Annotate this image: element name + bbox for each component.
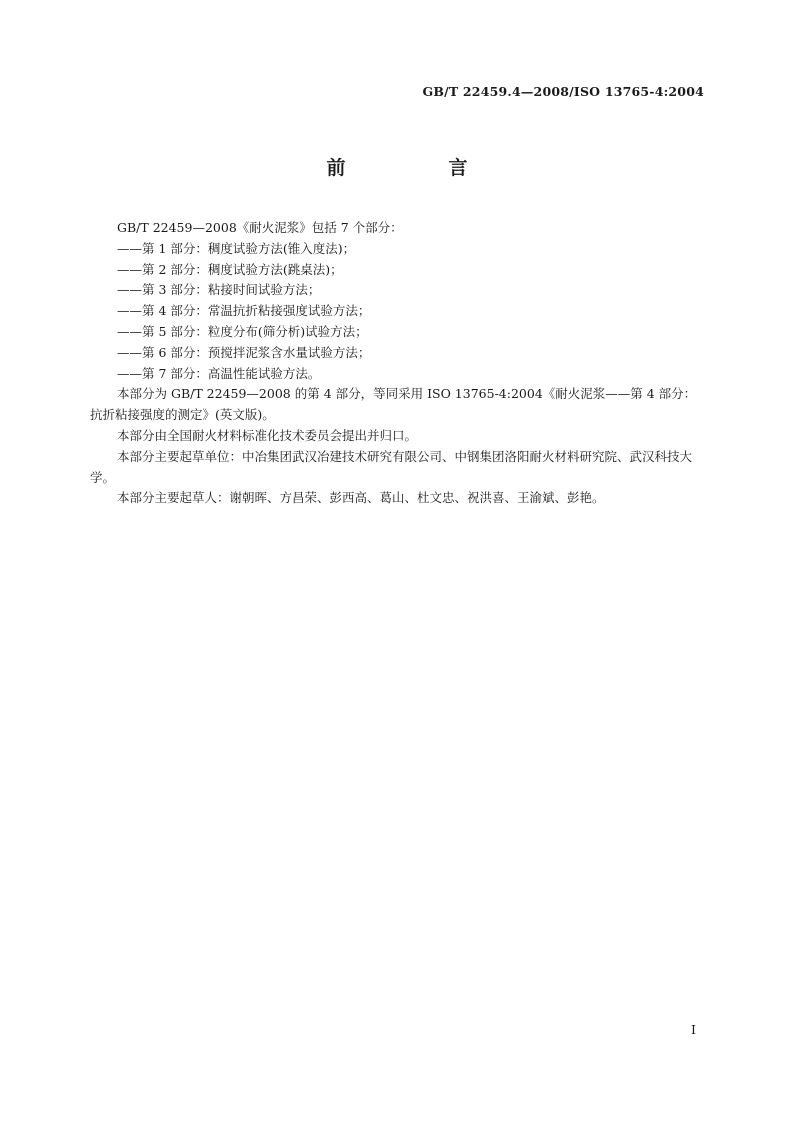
foreword-body — [90, 218, 704, 509]
page-number: I — [691, 1022, 696, 1037]
equivalence-paragraph: 本部分为 GB/T 22459—2008 的第 4 部分，等同采用 ISO 13765-4:2004《耐火泥浆——第 4 部分：抗折粘接强度的测定》(英文版)。 — [90, 386, 697, 423]
part-list-item: ——第 6 部分：预搅拌泥浆含水量试验方法； — [117, 344, 371, 360]
intro-paragraph: GB/T 22459—2008《耐火泥浆》包括 7 个部分： — [117, 220, 403, 235]
proposer-paragraph: 本部分由全国耐火材料标准化技术委员会提出并归口。 — [117, 427, 418, 443]
part-list-item: ——第 4 部分：常温抗折粘接强度试验方法； — [117, 303, 371, 319]
part-list-item: ——第 7 部分：高温性能试验方法。 — [117, 365, 321, 381]
page-title: 前 言 — [326, 157, 510, 179]
drafters-paragraph: 本部分主要起草人：谢朝晖、方昌荣、彭西高、葛山、杜文忠、祝洪喜、王渝斌、彭艳。 — [117, 490, 605, 506]
part-list-item: ——第 5 部分：粒度分布(筛分析)试验方法； — [117, 323, 368, 339]
drafting-units-paragraph: 本部分主要起草单位：中冶集团武汉冶建技术研究有限公司、中钢集团洛阳耐火材料研究院、武汉科技大学。 — [90, 448, 693, 485]
part-list-item: ——第 2 部分：稠度试验方法(跳桌法)； — [117, 261, 343, 277]
part-list-item: ——第 3 部分：粘接时间试验方法； — [117, 282, 321, 298]
standard-code-header: GB/T 22459.4—2008/ISO 13765-4:2004 — [422, 84, 704, 99]
part-list-item: ——第 1 部分：稠度试验方法(锥入度法)； — [117, 240, 356, 256]
